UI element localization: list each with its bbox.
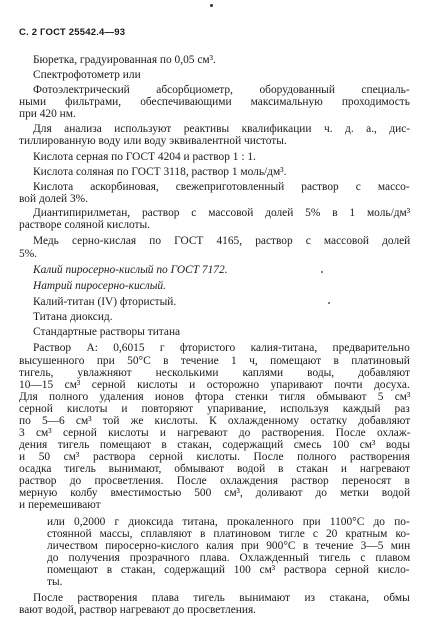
- text-line: 5%.: [19, 248, 38, 260]
- text-line: растворе соляной кислоты.: [19, 219, 151, 231]
- text-line: ными фильтрами, обеспечивающими максимальную проходимость: [19, 96, 410, 108]
- text-line: Диантипирилметан, раствор с массовой долей 5% в 1 моль/дм³: [33, 207, 411, 219]
- text-line: Бюретка, градуированная по 0,05 см³.: [33, 54, 216, 66]
- text-line: при 420 нм.: [19, 108, 76, 120]
- scan-speck: [328, 302, 330, 304]
- text-line: помещают в стакан, содержащий 100 см³ раствора серной кисло-: [47, 564, 410, 576]
- text-line: Спектрофотометр или: [33, 69, 141, 81]
- text-line: Титана диоксид.: [33, 311, 113, 323]
- text-line: тигель, увлажняют несколькими каплями воды, добавляют: [19, 367, 411, 379]
- text-line: Медь серно-кислая по ГОСТ 4165, раствор с массовой долей: [33, 235, 411, 247]
- text-line: высушенного при 50°С в течение 1 ч, помещают в платиновый: [19, 355, 410, 367]
- text-line: дения тигель помещают в стакан, содержащий смесь 100 см³ воды: [19, 439, 411, 451]
- text-line: и 50 см³ раствора серной кислоты. После полного растворения: [19, 451, 410, 463]
- text-line: Для полного удаления ионов фтора стенки тигля обмывают 5 см³: [19, 391, 411, 403]
- text-line: по 5—6 см³ той же кислоты. К охлажденному остатку добавляют: [19, 415, 411, 427]
- text-line: мерную колбу вместимостью 500 см³, доливают до метки водой: [19, 487, 411, 499]
- text-line: и перемешивают: [19, 499, 101, 511]
- text-line: Раствор А: 0,6015 г фтористого калия-титана, предварительно: [33, 342, 410, 354]
- text-line: Стандартные растворы титана: [33, 326, 181, 338]
- text-line: Калий пиросерно-кислый по ГОСТ 7172.: [33, 264, 228, 276]
- text-line: Калий-титан (IV) фтористый.: [33, 296, 177, 308]
- page-header: С. 2 ГОСТ 25542.4—93: [19, 27, 126, 38]
- scan-speck: [321, 271, 323, 273]
- text-line: личеством пиросерно-кислого калия при 900°С в течение 3—5 мин: [47, 540, 411, 552]
- text-line: 3 см³ серной кислоты и нагревают до растворения. После охлаж-: [19, 427, 411, 439]
- text-line: до получения прозрачного плава. Охлажденный тигель с плавом: [47, 552, 411, 564]
- text-line: Кислота аскорбиновая, свежеприготовленный раствор с массо-: [33, 181, 410, 193]
- text-line: Для анализа используют реактивы квалификации ч. д. а., дис-: [33, 123, 411, 135]
- text-line: Фотоэлектрический абсорбциометр, оборудованный специаль-: [33, 84, 410, 96]
- text-line: вой долей 3%.: [19, 193, 88, 205]
- text-line: После растворения плава тигель вынимают из стакана, обмы: [33, 592, 410, 604]
- text-line: Кислота серная по ГОСТ 4204 и раствор 1 : 1.: [33, 151, 256, 163]
- text-line: Натрий пиросерно-кислый.: [33, 280, 166, 292]
- text-line: стоянной массы, сплавляют в платиновом тигле с 20 кратным ко-: [47, 528, 410, 540]
- text-line: осадка тигель вынимают, обмывают водой в стакан и нагревают: [19, 463, 411, 475]
- text-line: серной кислоты и повторяют упаривание, используя каждый раз: [19, 403, 410, 415]
- text-line: тиллированную воду или воду эквивалентной чистоты.: [19, 135, 287, 147]
- text-line: 10—15 см³ серной кислоты и осторожно упаривают почти досуха.: [19, 379, 410, 391]
- text-line: раствор до просветления. После охлаждения раствор переносят в: [19, 475, 410, 487]
- text-line: Кислота соляная по ГОСТ 3118, раствор 1 моль/дм³.: [33, 166, 287, 178]
- scan-dot: [210, 4, 213, 7]
- text-line: или 0,2000 г диоксида титана, прокаленного при 1100°С до по-: [47, 516, 410, 528]
- text-line: ты.: [47, 576, 63, 588]
- text-line: вают водой, раствор нагревают до просветления.: [19, 604, 257, 616]
